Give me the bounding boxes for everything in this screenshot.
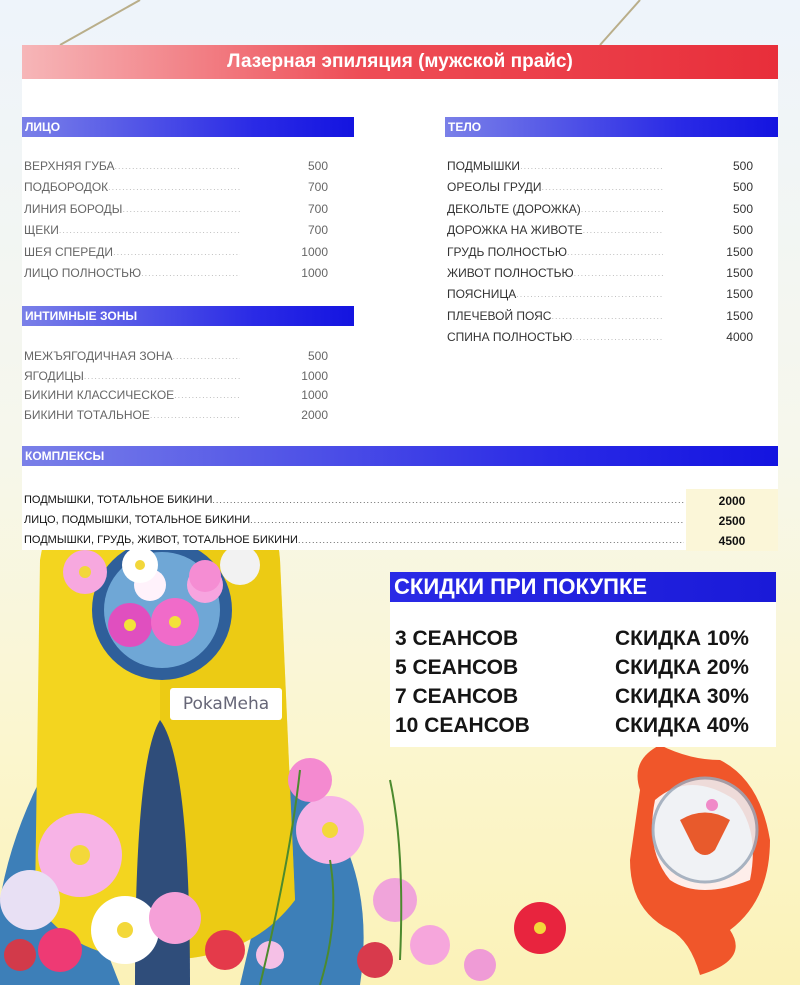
service-name: ВЕРХНЯЯ ГУБА bbox=[24, 159, 115, 173]
price-row bbox=[24, 243, 328, 261]
dot-leader bbox=[108, 178, 240, 196]
price-row bbox=[24, 221, 328, 239]
page-title: Лазерная эпиляция (мужской прайс) bbox=[22, 45, 778, 79]
service-name: ШЕЯ СПЕРЕДИ bbox=[24, 244, 114, 259]
service-price: 700 bbox=[307, 223, 328, 238]
service-price: 500 bbox=[732, 201, 753, 216]
complex-price: 4500 bbox=[718, 534, 746, 548]
price-row bbox=[447, 200, 753, 218]
service-name: ОРЕОЛЫ ГРУДИ bbox=[447, 180, 542, 195]
price-row bbox=[24, 347, 328, 365]
price-row bbox=[24, 386, 328, 404]
price-row bbox=[447, 221, 753, 239]
dot-leader bbox=[572, 328, 663, 346]
service-price: 700 bbox=[307, 180, 328, 195]
dot-leader bbox=[567, 243, 663, 261]
dot-leader bbox=[574, 264, 663, 282]
complex-name: ЛИЦО, ПОДМЫШКИ, ТОТАЛЬНОЕ БИКИНИ bbox=[24, 514, 251, 526]
service-name: ПОДБОРОДОК bbox=[24, 180, 109, 195]
price-row bbox=[24, 200, 328, 218]
dot-leader bbox=[516, 285, 663, 303]
service-price: 2000 bbox=[301, 407, 328, 422]
service-price: 700 bbox=[307, 201, 328, 216]
service-name: ПЛЕЧЕВОЙ ПОЯС bbox=[447, 308, 552, 323]
discount-sessions: 5 СЕАНСОВ bbox=[395, 656, 519, 679]
service-name: ПОЯСНИЦА bbox=[447, 287, 517, 302]
brand-logo: PokaMeha bbox=[170, 688, 282, 720]
section-header-complexes: КОМПЛЕКСЫ bbox=[22, 446, 778, 466]
dot-leader bbox=[122, 200, 240, 218]
complex-name: ПОДМЫШКИ, ГРУДЬ, ЖИВОТ, ТОТАЛЬНОЕ БИКИНИ bbox=[24, 534, 298, 546]
discount-sessions: 10 СЕАНСОВ bbox=[395, 714, 530, 737]
service-price: 500 bbox=[307, 159, 328, 173]
service-name: ЩЕКИ bbox=[24, 223, 59, 238]
service-name: ПОДМЫШКИ bbox=[447, 159, 521, 173]
service-price: 500 bbox=[732, 159, 753, 173]
service-name: ЖИВОТ ПОЛНОСТЬЮ bbox=[447, 266, 574, 280]
complex-name: ПОДМЫШКИ, ТОТАЛЬНОЕ БИКИНИ bbox=[24, 494, 213, 506]
price-row bbox=[24, 178, 328, 196]
discount-value: СКИДКА 40% bbox=[615, 714, 749, 737]
complex-row bbox=[24, 490, 684, 510]
service-price: 1500 bbox=[726, 287, 753, 302]
service-price: 1000 bbox=[301, 368, 328, 383]
complex-row bbox=[24, 510, 684, 530]
dot-leader bbox=[250, 510, 684, 530]
price-row bbox=[447, 264, 753, 282]
price-row bbox=[447, 157, 753, 175]
dot-leader bbox=[59, 221, 240, 239]
section-header-face: ЛИЦО bbox=[22, 117, 354, 137]
fox-mascot bbox=[630, 745, 770, 975]
price-row bbox=[447, 328, 753, 346]
service-price: 1500 bbox=[726, 244, 753, 259]
service-name: ДЕКОЛЬТЕ (ДОРОЖКА) bbox=[447, 201, 581, 216]
discount-value: СКИДКА 10% bbox=[615, 627, 749, 650]
price-row bbox=[24, 264, 328, 282]
section-header-body: ТЕЛО bbox=[445, 117, 778, 137]
price-row bbox=[24, 157, 328, 175]
section-header-intimate: ИНТИМНЫЕ ЗОНЫ bbox=[22, 306, 354, 326]
discount-value: СКИДКА 20% bbox=[615, 656, 749, 679]
service-price: 500 bbox=[732, 223, 753, 238]
discount-sessions: 3 СЕАНСОВ bbox=[395, 627, 519, 650]
price-row bbox=[447, 307, 753, 325]
price-row bbox=[447, 285, 753, 303]
complex-price: 2500 bbox=[718, 514, 746, 528]
service-price: 1000 bbox=[301, 244, 328, 259]
dot-leader bbox=[298, 530, 684, 550]
discount-sessions: 7 СЕАНСОВ bbox=[395, 685, 519, 708]
service-price: 500 bbox=[732, 180, 753, 195]
price-row bbox=[447, 243, 753, 261]
dot-leader bbox=[520, 157, 663, 175]
dot-leader bbox=[583, 221, 663, 239]
service-name: БИКИНИ ТОТАЛЬНОЕ bbox=[24, 407, 150, 422]
service-price: 1000 bbox=[301, 388, 328, 403]
service-price: 1000 bbox=[301, 266, 328, 280]
dot-leader bbox=[581, 200, 663, 218]
dot-leader bbox=[84, 367, 240, 385]
service-name: ДОРОЖКА НА ЖИВОТЕ bbox=[447, 223, 583, 238]
dot-leader bbox=[173, 347, 240, 365]
service-price: 1500 bbox=[726, 266, 753, 280]
dot-leader bbox=[150, 406, 240, 424]
price-row bbox=[447, 178, 753, 196]
dot-leader bbox=[174, 386, 240, 404]
complex-row bbox=[24, 530, 684, 550]
discount-value: СКИДКА 30% bbox=[615, 685, 749, 708]
price-row bbox=[24, 367, 328, 385]
service-name: СПИНА ПОЛНОСТЬЮ bbox=[447, 330, 573, 345]
service-name: МЕЖЪЯГОДИЧНАЯ ЗОНА bbox=[24, 349, 173, 363]
service-price: 500 bbox=[307, 349, 328, 363]
service-name: ЛИНИЯ БОРОДЫ bbox=[24, 201, 123, 216]
dot-leader bbox=[541, 178, 663, 196]
service-price: 1500 bbox=[726, 308, 753, 323]
dot-leader bbox=[141, 264, 240, 282]
price-row bbox=[24, 406, 328, 424]
dot-leader bbox=[115, 157, 240, 175]
complex-price: 2000 bbox=[718, 494, 746, 508]
dot-leader bbox=[212, 490, 684, 510]
service-name: ЛИЦО ПОЛНОСТЬЮ bbox=[24, 266, 142, 280]
service-name: БИКИНИ КЛАССИЧЕСКОЕ bbox=[24, 388, 175, 403]
service-name: ГРУДЬ ПОЛНОСТЬЮ bbox=[447, 244, 567, 259]
dot-leader bbox=[551, 307, 663, 325]
service-name: ЯГОДИЦЫ bbox=[24, 368, 84, 383]
discount-header: СКИДКИ ПРИ ПОКУПКЕ bbox=[390, 572, 776, 602]
service-price: 4000 bbox=[726, 330, 753, 345]
dot-leader bbox=[113, 243, 240, 261]
